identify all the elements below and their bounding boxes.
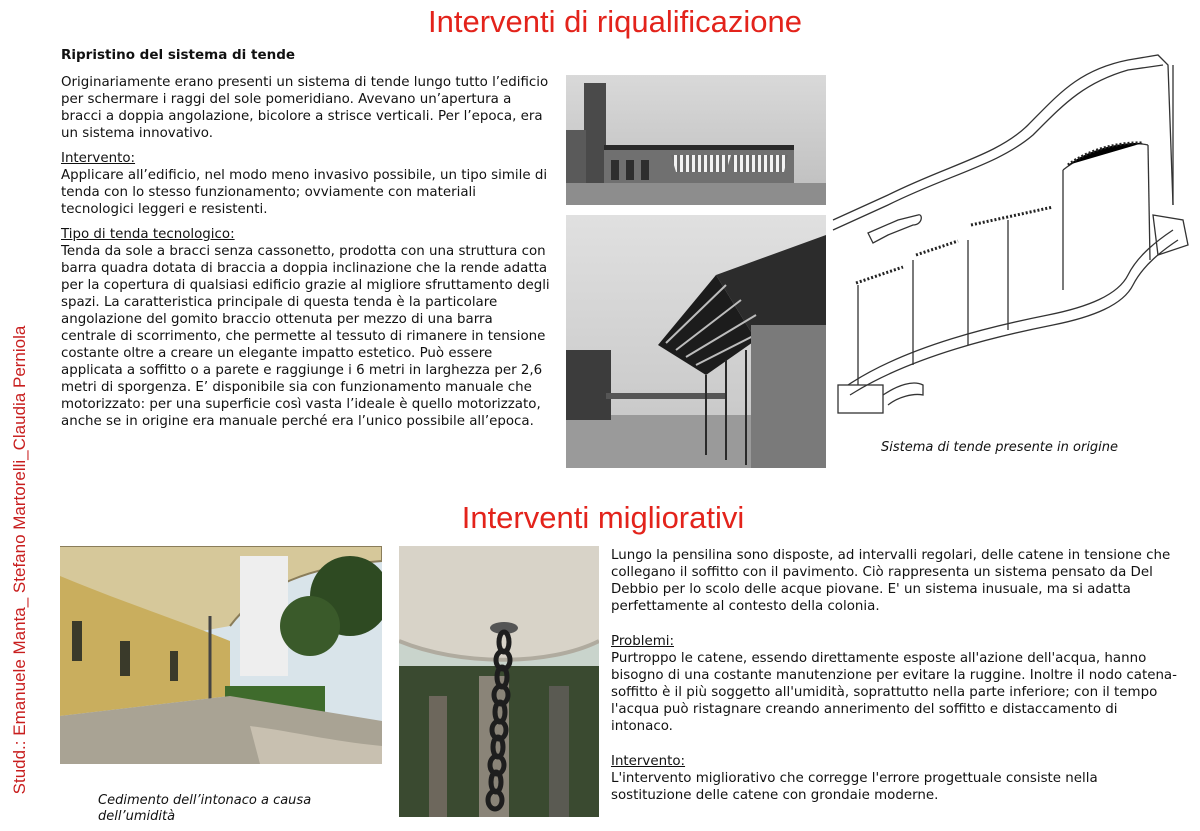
sidebar-credit: [8, 0, 32, 831]
historic-photo-canopy: [566, 215, 826, 468]
tipo-label: Tipo di tenda tecnologico:: [61, 227, 235, 242]
chains-paragraph: Lungo la pensilina sono disposte, ad intervalli regolari, delle catene in tensione che collegano il soffitto con il pavimento. Ciò rappresenta un sistema pensato da Del Debbio per lo scolo delle acque piovane. E' un sistema inusuale, ma si adatta perfettamente al contesto della colonia.: [611, 548, 1171, 614]
section-heading: Ripristino del sistema di tende: [61, 47, 296, 63]
section-awnings-text: [61, 47, 551, 438]
historic-photo-awnings: [566, 75, 826, 205]
credit-text: Studd.: Emanuele Manta_ Stefano Martorelli_Claudia Perniola: [10, 325, 29, 795]
intervento2-label: Intervento:: [611, 754, 686, 769]
intervento-text: Applicare all’edificio, nel modo meno invasivo possibile, un tipo simile di tenda con lo stesso funzionamento; ovviamente con materiali tecnologici leggeri e resistenti.: [61, 168, 548, 217]
problemi-label: Problemi:: [611, 634, 674, 649]
drawing-caption: Sistema di tende presente in origine: [881, 440, 1119, 455]
section-title-improvements: Interventi migliorativi: [461, 500, 745, 535]
intro-paragraph: Originariamente erano presenti un sistema di tende lungo tutto l’edificio per schermare i raggi del sole pomeridiano. Avevano un’apertura a bracci a doppia angolazione, bicolore a strisce verticali. Per l’epoca, era un sistema innovativo.: [61, 75, 549, 141]
page-title: Interventi di riqualificazione: [428, 4, 802, 39]
intervento-label: Intervento:: [61, 151, 136, 166]
axonometric-drawing: [828, 45, 1198, 425]
photo-chain-detail: [399, 546, 599, 817]
intervento2-text: L'intervento migliorativo che corregge l'errore progettuale consiste nella sostituzione delle catene con grondaie moderne.: [611, 771, 1098, 803]
photo-caption: Cedimento dell’intonaco a causa dell’umidità: [98, 793, 312, 824]
photo-curved-portico: [60, 546, 382, 764]
tipo-text: Tenda da sole a bracci senza cassonetto, prodotta con una struttura con barra quadra dotata di braccia a doppia inclinazione che la rende adatta per la copertura di qualsiasi edificio grazie al migliore sfruttamento degli spazi. La caratteristica principale di questa tenda è la particolare angolazione del gomito braccio ottenuta per mezzo di una barra centrale di scorrimento, che permette al tessuto di rimanere in tensione costante oltre a creare un elegante impatto estetico. Può essere applicata a soffitto o a parete e raggiunge i 6 metri in larghezza per 2,6 metri di sporgenza. E’ disponibile sia con funzionamento manuale che motorizzato: per una superficie così vasta l’ideale è quello motorizzato, anche se in origine era manuale perché era l’unico possibile all’epoca.: [61, 244, 550, 429]
problemi-text: Purtroppo le catene, essendo direttamente esposte all'azione dell'acqua, hanno bisogno di una costante manutenzione per evitare la ruggine. Inoltre il nodo catena-soffitto è il più soggetto all'umidità, soprattutto nella parte inferiore; con il tempo l'acqua può ristagnare creando annerimento del soffitto e distaccamento di intonaco.: [611, 651, 1177, 734]
section-improvements-text: [611, 547, 1181, 812]
